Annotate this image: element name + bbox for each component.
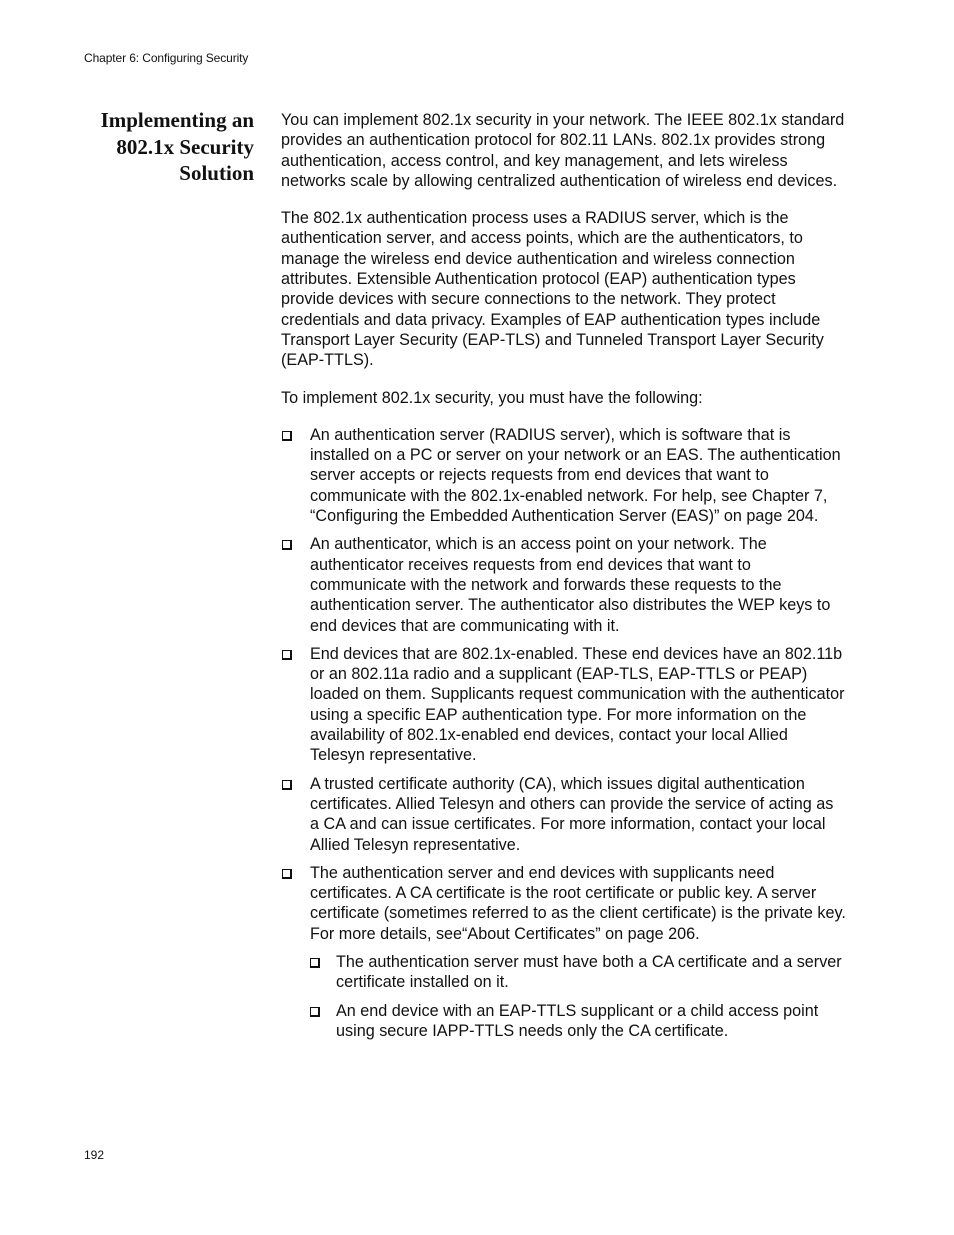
- list-item: [281, 425, 846, 526]
- body-column: [281, 110, 846, 1049]
- checkbox-bullet-icon: [282, 650, 292, 660]
- paragraph-process: The 802.1x authentication process uses a RADIUS server, which is the authentication server, and access points, which are the authenticators, to manage the wireless end device authentication and wireless connection attributes. Extensible Authentication protocol (EAP) authentication types provide devices with secure connections to the network. They protect credentials and data privacy. Examples of EAP authentication types include Transport Layer Security (EAP-TLS) and Tunneled Transport Layer Security (EAP-TTLS).: [281, 209, 824, 370]
- sub-list-item-text: An end device with an EAP-TTLS supplicant or a child access point using secure IAPP-TTLS needs only the CA certificate.: [336, 1001, 819, 1040]
- checkbox-bullet-icon: [310, 958, 320, 968]
- running-header: Chapter 6: Configuring Security: [84, 51, 249, 65]
- list-item-text: An authenticator, which is an access point on your network. The authenticator receives requests from end devices that want to communicate with the network and forwards these requests to the authentication server. The authenticator also distributes the WEP keys to end devices that are communicating with it.: [310, 535, 831, 635]
- sub-list-item-text: The authentication server must have both a CA certificate and a server certificate installed on it.: [336, 952, 842, 992]
- sub-list-item: [310, 952, 846, 993]
- list-item-text: An authentication server (RADIUS server), which is software that is installed on a PC or server on your network or an EAS. The authentication server accepts or rejects requests from end devices that want to communicate with the 802.1x-enabled network. For help, see Chapter 7, “Configuring the Embedded Authentication Server (EAS)” on page 204.: [310, 425, 841, 526]
- list-item: [281, 644, 846, 766]
- paragraph-intro: You can implement 802.1x security in your network. The IEEE 802.1x standard provides an authentication protocol for 802.11 LANs. 802.1x provides strong authentication, access control, and key management, and lets wireless networks scale by allowing centralized authentication of wireless end devices.: [281, 111, 845, 190]
- requirements-list: [281, 425, 846, 1041]
- list-item-text: The authentication server and end devices with supplicants need certificates. A CA certificate is the root certificate or public key. A server certificate (sometimes referred to as the client certificate) is the private key. For more details, see“About Certificates” on page 206.: [310, 863, 846, 943]
- list-item: [281, 534, 846, 635]
- checkbox-bullet-icon: [310, 1007, 320, 1017]
- list-item-text: A trusted certificate authority (CA), which issues digital authentication certificates. Allied Telesyn and others can provide the service of acting as a CA and can issue certificates. For more information, contact your local Allied Telesyn representative.: [310, 774, 834, 854]
- checkbox-bullet-icon: [282, 780, 292, 790]
- list-item: [281, 863, 846, 1041]
- checkbox-bullet-icon: [282, 540, 292, 550]
- list-item: [281, 774, 846, 855]
- checkbox-bullet-icon: [282, 869, 292, 879]
- certificate-sub-list: [310, 952, 846, 1041]
- list-item-text: End devices that are 802.1x-enabled. These end devices have an 802.11b or an 802.11a radio and a supplicant (EAP-TLS, EAP-TTLS or PEAP) loaded on them. Supplicants request communication with the authenticator using a specific EAP authentication type. For more information on the availability of 802.1x-enabled end devices, contact your local Allied Telesyn representative.: [310, 644, 845, 765]
- sub-list-item: [310, 1001, 846, 1042]
- section-heading: Implementing an 802.1x Security Solution: [100, 108, 254, 185]
- page-number: 192: [84, 1148, 105, 1162]
- checkbox-bullet-icon: [282, 431, 292, 441]
- paragraph-requirements: To implement 802.1x security, you must have the following:: [281, 388, 703, 407]
